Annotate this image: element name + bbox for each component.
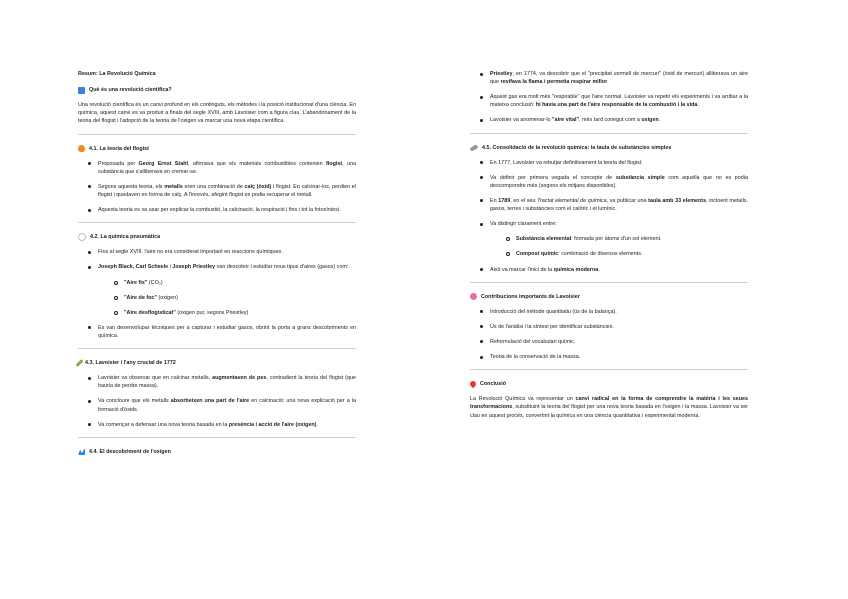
list-item: Fins al segle XVIII, l'aire no era considerat important en reaccions químiques. [78,248,356,256]
right-column [470,70,748,420]
divider [78,134,356,135]
test-tube-icon [76,359,84,367]
list-item: Segons aquesta teoria, els metalls eren una combinació de calç (òxid) i flogist. En calcinar-los, perdien el flogist i quedaven en forma de calç. A l'inrevés, afegint flogist es podia recuperar el metall. [78,183,356,199]
link-icon [470,144,479,151]
section-what-body: Una revolució científica és un canvi profund en els continguts, els mètodes i la posició institucional d'una ciència. En química, aquest canvi es va produir a finals del segle XVIII, amb Lavoisier com a figura clau. L'abandonament de la teoria del flogist i l'adopció de la teoria de l'oxigen va marcar una nova etapa científica. [78,102,356,125]
list-item: Va distingir clarament entre: [470,220,748,228]
section-4-5-sublist [470,235,748,258]
wind-icon [78,233,86,241]
conclusion-heading: Conclusió [470,380,748,388]
section-4-5-list-cont [470,266,748,274]
contributions-list [470,308,748,361]
list-item: Aquesta teoria es va usar per explicar la combustió, la calcinació, la respiració i fins i tot la fotosíntesi. [78,206,356,214]
section-4-1-list [78,160,356,215]
section-4-5-heading: 4.5. Consolidació de la revolució química: la taula de substàncies simples [470,144,748,152]
sub-list-item: "Aire desflogisticat" (oxigen pur, segons Priestley) [78,309,356,317]
section-4-2-heading: 4.2. La química pneumàtica [78,233,356,241]
list-item: Priestley, en 1774, va descobrir que el "precipitat vermell de mercuri" (òxid de mercuri) alliberava un aire que revifava la flama i permetia respirar millor. [470,70,748,86]
list-item: Joseph Black, Carl Scheele i Joseph Priestley van descobrir i estudiar nous tipus d'aires (gasos) com: [78,263,356,271]
sub-list-item: Substància elemental: formada per àtoms d'un sol element. [470,235,748,243]
section-4-4-list [470,70,748,125]
sub-list-item: "Aire de foc" (oxigen) [78,294,356,302]
list-item: En 1777, Lavoisier va rebutjar definitivament la teoria del flogist. [470,159,748,167]
section-4-2-sublist [78,279,356,317]
divider [470,282,748,283]
list-item: Va començar a defensar una nova teoria basada en la presència i acció de l'aire (oxigen). [78,421,356,429]
book-icon [78,87,85,94]
sub-list-item: Compost químic: combinació de diversos elements. [470,250,748,258]
list-item: Va concloure que els metalls absorbeixen una part de l'aire en calcinació: una nova explicació per a la formació d'òxids. [78,397,356,413]
document-title: Resum: La Revolució Química [78,71,156,77]
sub-list-item: "Aire fix" (CO₂) [78,279,356,287]
list-item: Això va marcar l'inici de la química moderna. [470,266,748,274]
list-item: Ús de l'anàlisi i la síntesi per identificar substàncies. [470,323,748,331]
section-4-4-heading: 4.4. El descobriment de l'oxigen [78,448,356,456]
section-4-2-list [78,248,356,271]
section-what-heading: Què és una revolució científica? [78,86,356,94]
divider [78,222,356,223]
list-item: Lavoisier va anomenar-lo "aire vital", més tard conegut com a oxigen. [470,116,748,124]
brain-icon [470,293,477,300]
section-4-2-list-cont [78,324,356,340]
contributions-heading: Contribucions importants de Lavoisier [470,293,748,301]
list-item: Introducció del mètode quantitatiu (ús de la balança). [470,308,748,316]
list-item: Teoria de la conservació de la massa. [470,353,748,361]
list-item: Reformulació del vocabulari químic. [470,338,748,346]
conclusion-body: La Revolució Química va representar un canvi radical en la forma de comprendre la matèria i les seues transformacions, substituint la teoria del flogist per una nova teoria basada en l'oxigen i la massa. Lavoisier va ser clau en aquest procés, convertint la química en una ciència quantitativa i experimental moderna. [470,396,748,419]
fire-icon [78,145,85,152]
pushpin-icon [469,380,477,388]
list-item: Lavoisier va observar que en calcinar metalls, augmentaven de pes, contradient la teoria del flogist (que hauria de perdre massa). [78,374,356,390]
list-item: En 1789, en el seu Tractat elemental de química, va publicar una taula amb 33 elements, incloent metalls, gasos, terres i substàncies com el calòric i el lumínic. [470,197,748,213]
list-item: Va definir per primera vegada el concepte de substància simple com aquella que no es podia descompondre més (segons els mitjans disponibles). [470,174,748,190]
list-item: Proposada per Georg Ernst Stahl, afirmava que els materials combustibles contenien flogist, una substància que s'alliberava en cremar-se. [78,160,356,176]
section-4-3-heading: 4.3. Lavoisier i l'any crucial de 1772 [78,359,356,367]
list-item: Es van desenvolupar tècniques per a capturar i estudiar gasos, obrint la porta a grans descobriments en química. [78,324,356,340]
wave-icon [78,448,85,455]
section-4-5-list [470,159,748,229]
section-4-3-list [78,374,356,429]
left-column [78,70,356,463]
divider [78,437,356,438]
divider [470,369,748,370]
section-4-1-heading: 4.1. La teoria del flogist [78,145,356,153]
list-item: Aquest gas era molt més "respirable" que l'aire normal. Lavoisier va repetir els experiments i va arribar a la mateixa conclusió: hi havia una part de l'aire responsable de la combustió i la vida. [470,93,748,109]
divider [78,348,356,349]
divider [470,133,748,134]
